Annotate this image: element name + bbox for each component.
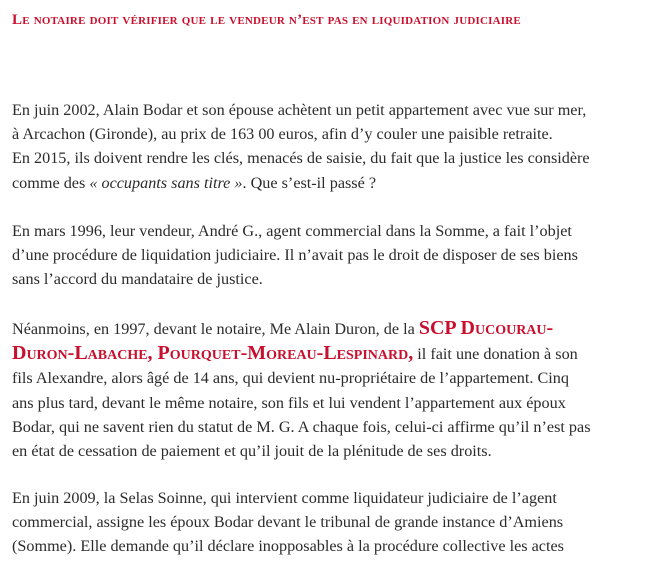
text-line: En 2015, ils doivent rendre les clés, menacés de saisie, du fait que la justice les considère <box>12 149 590 168</box>
text-line: En mars 1996, leur vendeur, André G., agent commercial dans la Somme, a fait l’objet <box>12 222 572 240</box>
text-line: fils Alexandre, alors âgé de 14 ans, qui devient nu-propriétaire de l’appartement. Cinq <box>12 369 569 388</box>
text-line: en état de cessation de paiement et qu’il jouit de la plénitude de ses droits. <box>12 442 492 461</box>
paragraph-notary <box>12 316 591 463</box>
text-line: Néanmoins, en 1997, devant le notaire, Me Alain Duron, de la <box>12 320 419 338</box>
text-line: Bodar, qui ne savent rien du statut de M. G. A chaque fois, celui-ci affirme qu’il n’est pas <box>12 417 591 436</box>
paragraph-purchase <box>12 98 590 195</box>
text-line: à Arcachon (Gironde), au prix de 163 00 euros, afin d’y couler une paisible retraite. <box>12 125 553 144</box>
text-line: sans l’accord du mandataire de justice. <box>12 270 263 289</box>
text-line: comme des <box>12 173 90 192</box>
article <box>12 0 652 556</box>
text-line: En juin 2002, Alain Bodar et son épouse achètent un petit appartement avec vue sur mer, <box>12 101 587 119</box>
article-title: Le notaire doit vérifier que le vendeur n’est pas en liquidation judiciaire <box>12 12 521 28</box>
text-line: d’une procédure de liquidation judiciaire. Il n’avait pas le droit de disposer de ses biens <box>12 246 578 265</box>
paragraph-seller <box>12 219 578 292</box>
text-line: En juin 2009, la Selas Soinne, qui intervient comme liquidateur judiciaire de l’agent <box>12 489 557 507</box>
firm-name-link[interactable]: Duron-Labache, Pourquet-Moreau-Lespinard, <box>12 342 414 365</box>
text-line: . Que s’est-il passé ? <box>242 173 377 192</box>
firm-name-link[interactable]: SCP Ducourau- <box>418 317 554 339</box>
text-line: commercial, assigne les époux Bodar devant le tribunal de grande instance d’Amiens <box>12 513 564 532</box>
paragraph-liquidator <box>12 486 564 559</box>
text-line: il fait une donation à son <box>413 345 578 364</box>
text-line: (Somme). Elle demande qu’il déclare inopposables à la procédure collective les actes <box>12 537 564 556</box>
quote-occupants: « occupants sans titre » <box>89 173 243 192</box>
text-line: ans plus tard, devant le même notaire, son fils et lui vendent l’appartement aux époux <box>12 393 566 412</box>
